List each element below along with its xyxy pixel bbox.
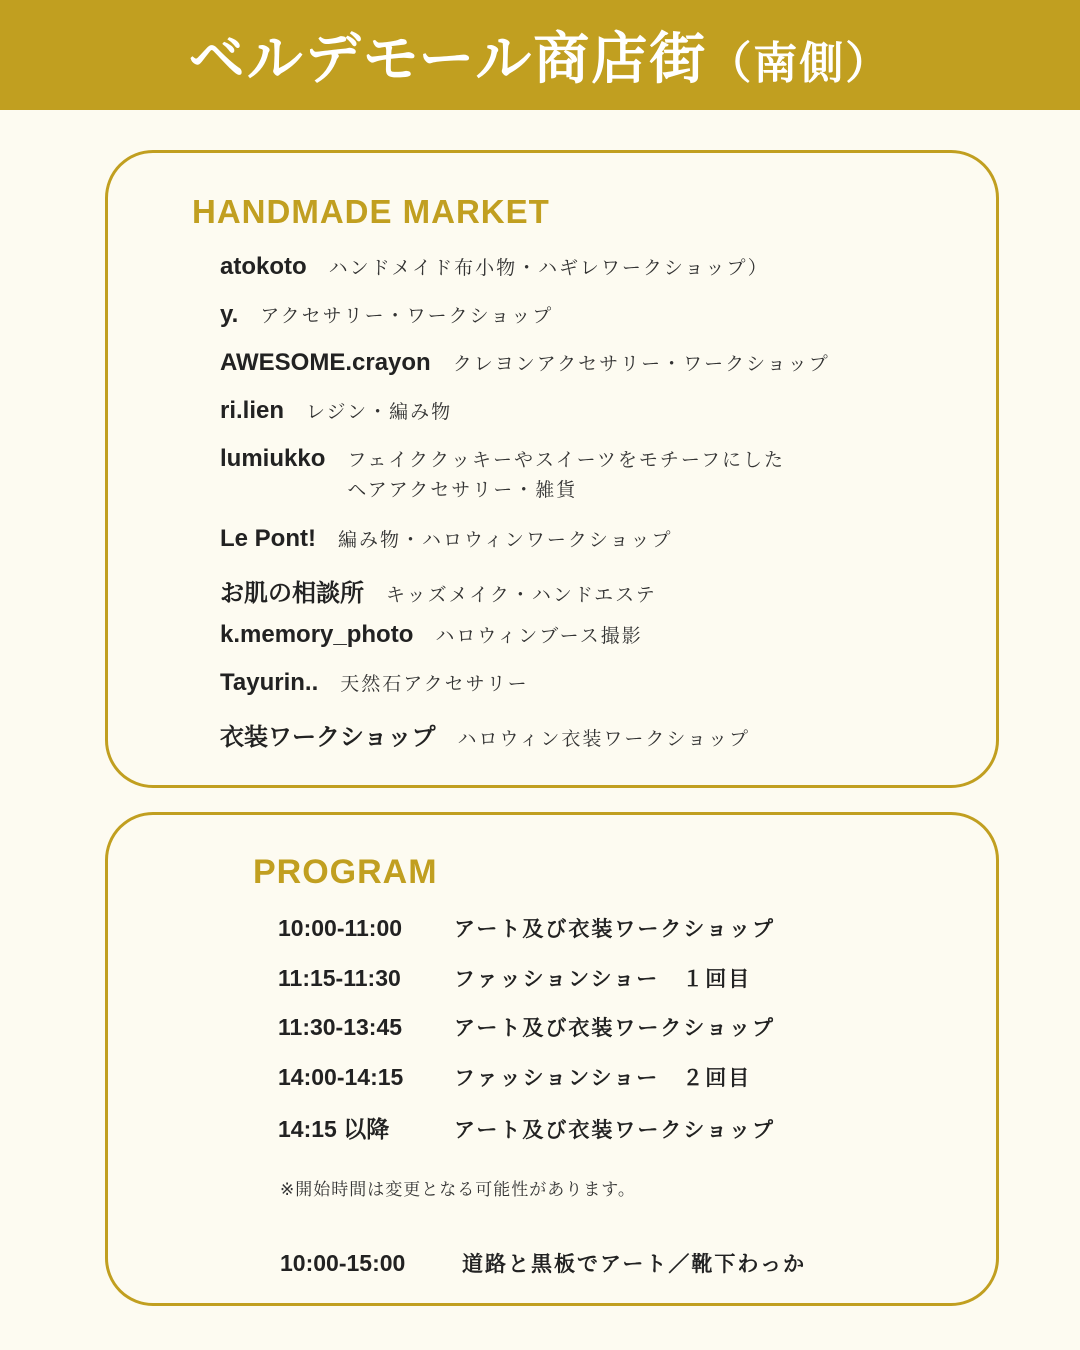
vendor-name: お肌の相談所 xyxy=(220,580,364,607)
schedule-time: 11:30-13:45 xyxy=(278,1014,403,1040)
vendor-name: Tayurin.. xyxy=(220,669,319,696)
schedule-event: アート及び衣装ワークショップ xyxy=(454,1016,775,1040)
schedule-row xyxy=(278,1062,751,1092)
vendor-desc: 編み物・ハロウィンワークショップ xyxy=(338,529,673,551)
schedule-time: 14:15 以降 xyxy=(278,1116,390,1142)
vendor-name: k.memory_photo xyxy=(220,621,414,648)
schedule-event: ファッションショー ２回目 xyxy=(454,1066,752,1090)
page-title xyxy=(189,15,892,95)
vendor-item xyxy=(220,525,672,555)
vendor-desc: ハロウィンブース撮影 xyxy=(435,625,643,647)
vendor-name: Le Pont! xyxy=(220,525,316,552)
vendor-item xyxy=(220,253,769,283)
vendor-item xyxy=(220,669,529,699)
schedule-time: 10:00-15:00 xyxy=(280,1250,406,1276)
schedule-event: アート及び衣装ワークショップ xyxy=(454,917,775,941)
schedule-row xyxy=(278,913,775,943)
schedule-row xyxy=(278,963,751,993)
vendor-item xyxy=(220,717,750,754)
schedule-event: ファッションショー １回目 xyxy=(454,967,752,991)
vendor-name: lumiukko xyxy=(220,445,326,472)
schedule-row xyxy=(278,1111,775,1144)
schedule-row xyxy=(278,1012,775,1042)
schedule-event: 道路と黒板でアート／靴下わっか xyxy=(462,1252,807,1276)
vendor-name: AWESOME.crayon xyxy=(220,349,431,376)
vendor-desc: フェイククッキーやスイーツをモチーフにした ヘアアクセサリー・雑貨 xyxy=(347,449,785,501)
vendor-item xyxy=(220,301,553,331)
vendor-desc: 天然石アクセサリー xyxy=(340,673,529,695)
vendor-desc: キッズメイク・ハンドエステ xyxy=(386,584,657,606)
vendor-item xyxy=(220,397,452,427)
vendor-name: 衣装ワークショップ xyxy=(220,724,436,751)
vendor-desc: アクセサリー・ワークショップ xyxy=(260,305,554,327)
program-section-title: PROGRAM xyxy=(253,853,438,891)
page-title-main: ベルデモール商店街 xyxy=(188,27,708,92)
schedule-event: アート及び衣装ワークショップ xyxy=(454,1118,775,1142)
schedule-time: 14:00-14:15 xyxy=(278,1064,404,1090)
schedule-time: 11:15-11:30 xyxy=(278,965,401,991)
vendor-desc: ハンドメイド布小物・ハギレワークショップ） xyxy=(328,257,769,279)
vendor-desc: ハロウィン衣装ワークショップ xyxy=(457,728,751,750)
schedule-time: 10:00-11:00 xyxy=(278,915,403,941)
page-title-sub: （南側） xyxy=(707,38,892,89)
vendor-item xyxy=(220,573,657,610)
handmade-market-card xyxy=(105,150,999,788)
vendor-desc: クレヨンアクセサリー・ワークショップ xyxy=(452,353,830,375)
market-section-title: HANDMADE MARKET xyxy=(192,193,550,230)
schedule-note: ※開始時間は変更となる可能性があります。 xyxy=(280,1180,636,1200)
vendor-item xyxy=(220,445,785,505)
vendor-item xyxy=(220,349,830,379)
vendor-desc: レジン・編み物 xyxy=(306,401,453,423)
header-banner xyxy=(0,0,1080,110)
vendor-name: y. xyxy=(220,301,239,328)
schedule-row-extra xyxy=(280,1248,806,1278)
vendor-item xyxy=(220,621,643,651)
vendor-name: atokoto xyxy=(220,253,307,280)
vendor-name: ri.lien xyxy=(220,397,285,424)
program-card xyxy=(105,812,999,1306)
